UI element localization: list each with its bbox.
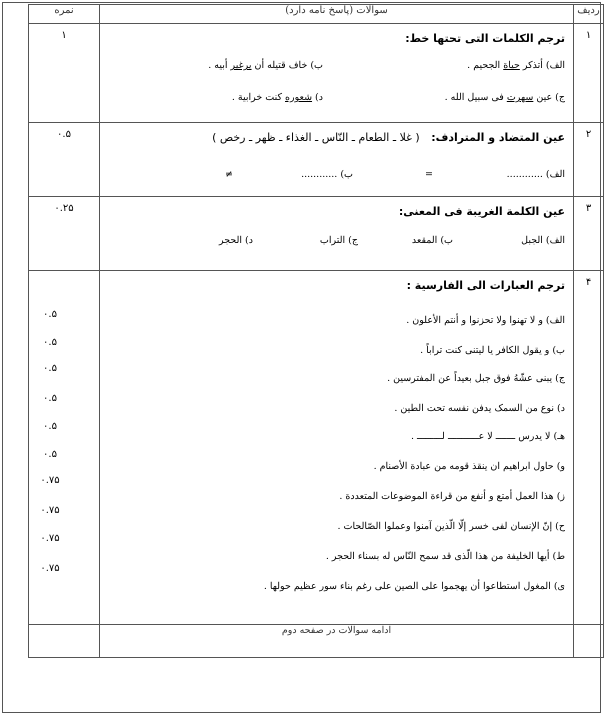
question-body	[100, 32, 573, 122]
question-number: ۲	[574, 123, 604, 197]
sentence-score: ۰.۵	[43, 449, 57, 460]
option-a: الف) ............	[506, 169, 565, 180]
question-number: ۴	[574, 271, 604, 625]
footer-note: ادامه سوالات در صفحه دوم	[100, 625, 574, 658]
sentence-score: ۰.۵	[43, 421, 57, 432]
question-row-3	[29, 197, 604, 271]
question-row-1	[29, 24, 604, 123]
sentence-score: ۰.۵	[43, 393, 57, 404]
sentence-score: ۰.۷۵	[40, 475, 60, 486]
option-a: الف) أتذکر حیاة الجحیم .	[467, 60, 565, 71]
option-a: الف) الجبل	[521, 235, 565, 246]
question-title: ترجم الکلمات التی تحتها خط:	[405, 32, 565, 45]
sentence-a: الف) و لا تهنوا ولا تحزنوا و أنتم الأعلون .	[406, 315, 565, 326]
sentence-score: ۰.۵	[43, 363, 57, 374]
question-row-2	[29, 123, 604, 197]
sentence-e: هـ) لا یدرس ـــــــ لا عـــــــــــ لـــــــــ .	[410, 431, 565, 442]
exam-table	[28, 4, 604, 658]
question-score: ۰.۲۵	[29, 197, 100, 271]
question-body	[100, 279, 573, 624]
question-body	[100, 205, 573, 270]
question-number: ۱	[574, 24, 604, 123]
header-score-label: نمره	[29, 5, 100, 24]
option-c: ج) التراب	[319, 235, 358, 246]
option-b: ب) ............	[301, 169, 353, 180]
sentence-i: ط) أیها الخلیفة من هذا الّذی قد سمح النّاس له بسناء الحجر .	[325, 551, 565, 562]
header-row	[29, 5, 604, 24]
sentence-c: ج) یبنی عشّهُ فوق جبل بعیداً عن المفترسین .	[387, 373, 565, 384]
equal-sign: =	[425, 169, 433, 180]
question-title: عین الکلمة الغریبة فی المعنی:	[398, 205, 565, 218]
option-b: ب) خاف قتیله أن یرغیر أبیه .	[208, 60, 323, 71]
option-d: د) الحجر	[219, 235, 253, 246]
question-score: ۰.۵	[29, 123, 100, 197]
question-number: ۳	[574, 197, 604, 271]
header-questions-label: سوالات (پاسخ نامه دارد)	[100, 5, 574, 24]
question-title: عین المتضاد و المترادف:	[431, 131, 565, 144]
score-column	[29, 271, 99, 616]
sentence-f: و) حاول ابراهیم ان ینقذ قومه من عبادة الأصنام .	[373, 461, 565, 472]
sentence-score: ۰.۵	[43, 337, 57, 348]
sentence-d: د) نوع من السمک یدفن نفسه تحت الطین .	[394, 403, 565, 414]
header-row-label: ردیف	[574, 5, 604, 24]
sentence-score: ۰.۷۵	[40, 505, 60, 516]
option-c: ج) عین سهرت فی سبیل الله .	[444, 92, 565, 103]
sentence-h: ح) إنّ الإنسان لفی خسر إلّا الّذین آمنوا وعملوا الصّالحات .	[337, 521, 565, 532]
sentence-score: ۰.۷۵	[40, 533, 60, 544]
word-list: ( غلا ـ الطعام ـ النّاس ـ الغذاء ـ ظهر ـ رخص )	[212, 131, 420, 144]
option-d: د) شعوره کنت خرابیة .	[231, 92, 323, 103]
question-body	[100, 131, 573, 196]
question-title: ترجم العبارات الی الفارسیة :	[406, 279, 565, 292]
question-row-4	[29, 271, 604, 625]
sentence-g: ز) هذا العمل أمتع و أنفع من قراءة الموضوعات المتعددة .	[339, 491, 565, 502]
not-equal-sign: ≠	[225, 169, 233, 180]
footer-row	[29, 625, 604, 658]
sentence-j: ی) المغول استطاعوا أن یهجموا علی الصین علی رغم بناء سور عظیم حولها .	[263, 581, 565, 592]
option-b: ب) المقعد	[411, 235, 453, 246]
question-score: ۱	[29, 24, 100, 123]
sentence-score: ۰.۵	[43, 309, 57, 320]
sentence-score: ۰.۷۵	[40, 563, 60, 574]
sentence-b: ب) و یقول الکافر یا لیتنی کنت تراباً .	[420, 345, 565, 356]
